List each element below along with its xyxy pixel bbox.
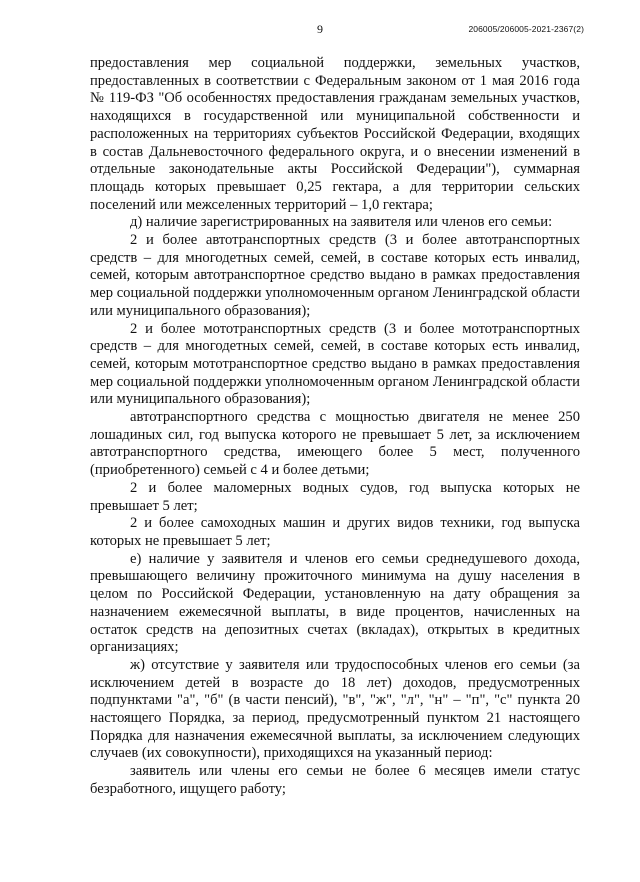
document-body [90, 55, 580, 799]
paragraph-item-zh: ж) отсутствие у заявителя или трудоспособных членов его семьи (за исключением детей в возрасте до 18 лет) доходов, предусмотренных подпунктами "а", "б" (в части пенсий), "в", "ж", "л", "н" – "п", "с" пункта 20 настоящего Порядка, за период, предусмотренный пунктом 21 настоящего Порядка для назначения ежемесячной выплаты, за исключением следующих случаев (их совокупности), приходящихся на указанный период: [90, 656, 580, 762]
paragraph-water-vessels: 2 и более маломерных водных судов, год выпуска которых не превышает 5 лет; [90, 479, 580, 514]
document-code: 206005/206005-2021-2367(2) [468, 24, 584, 34]
paragraph-auto-vehicles: 2 и более автотранспортных средств (3 и более автотранспортных средств – для многодетных семей, семей, в составе которых есть инвалид, семей, которым автотранспортное средство выдано в рамках предоставления мер социальной поддержки уполномоченным органом Ленинградской области или муниципального образования); [90, 232, 580, 319]
paragraph-unemployed: заявитель или члены его семьи не более 6 месяцев имели статус безработного, ищущего работу; [90, 763, 580, 797]
paragraph-continuation: предоставления мер социальной поддержки, земельных участков, предоставленных в соответствии с Федеральным законом от 1 мая 2016 года № 119-ФЗ "Об особенностях предоставления гражданам земельных участков, находящихся в государственной или муниципальной собственности и расположенных на территориях субъектов Российской Федерации, входящих в состав Дальневосточного федерального округа, и о внесении изменений в отдельные законодательные акты Российской Федерации"), суммарная площадь которых превышает 0,25 гектара, а для территории сельских поселений или межселенных территорий – 1,0 гектара; [90, 55, 580, 213]
paragraph-item-e: е) наличие у заявителя и членов его семьи среднедушевого дохода, превышающего величину прожиточного минимума на душу населения в целом по Российской Федерации, установленную на дату обращения за назначением ежемесячной выплаты, в виде процентов, начисленных на остаток средств на депозитных счетах (вкладах), открытых в кредитных организациях; [90, 550, 580, 656]
paragraph-powerful-vehicle: автотранспортного средства с мощностью двигателя не менее 250 лошадиных сил, год выпуска которого не превышает 5 лет, за исключением автотранспортного средства, имеющего более 5 мест, полученного (приобретенного) семьей с 4 и более детьми; [90, 409, 580, 479]
page-number: 9 [317, 22, 323, 36]
paragraph-item-d: д) наличие зарегистрированных на заявителя или членов его семьи: [130, 214, 553, 231]
paragraph-moto-vehicles: 2 и более мототранспортных средств (3 и более мототранспортных средств – для многодетных семей, семей, в составе которых есть инвалид, семей, которым мототранспортное средство выдано в рамках предоставления мер социальной поддержки уполномоченным органом Ленинградской области или муниципального образования); [90, 320, 580, 408]
paragraph-self-propelled: 2 и более самоходных машин и других видов техники, год выпуска которых не превышает 5 лет; [90, 515, 580, 549]
